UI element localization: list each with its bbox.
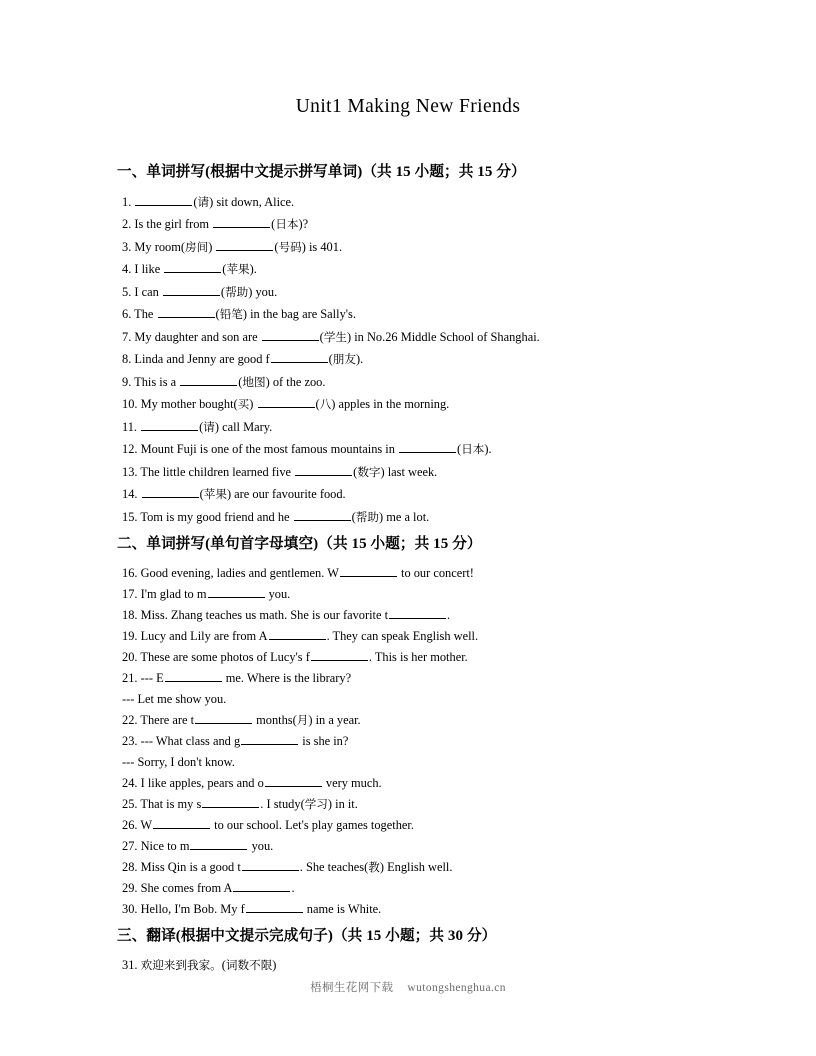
answer-blank[interactable] <box>190 839 247 850</box>
question-post-text: (苹果). <box>222 262 257 277</box>
question-number: 26. <box>122 818 141 832</box>
question-list-3 <box>117 955 697 976</box>
question-pre-text: Tom is my good friend and he <box>140 509 293 524</box>
chinese-heading-text: 小题；共 <box>370 535 430 553</box>
question-number: 13. <box>122 464 141 479</box>
question-number: 29. <box>122 881 141 895</box>
question-item <box>122 438 697 461</box>
chinese-hint: 苹果 <box>226 262 250 277</box>
question-item <box>122 303 697 326</box>
question-item <box>122 836 697 857</box>
question-number: 23. <box>122 734 141 748</box>
section-word-spelling-first-letter <box>117 535 697 920</box>
chinese-heading-text: （共 <box>318 535 348 553</box>
answer-blank[interactable] <box>164 262 221 273</box>
question-pre-text: Miss Qin is a good t <box>140 860 241 874</box>
question-pre-text: I can <box>134 284 162 299</box>
question-item <box>122 584 697 605</box>
question-number: 22. <box>122 713 141 727</box>
answer-blank[interactable] <box>246 902 303 913</box>
question-item <box>122 647 697 668</box>
question-post-text: . She teaches(教) English well. <box>299 860 453 874</box>
question-pre-text: --- Sorry, I don't know. <box>122 755 235 769</box>
question-number: 24. <box>122 776 141 790</box>
question-list-2 <box>117 563 697 920</box>
question-number: 12. <box>122 442 141 457</box>
question-pre-text: My room(房间) <box>134 239 216 254</box>
chinese-heading-text: 根据中文提示拼写单词 <box>210 163 358 180</box>
footer-watermark <box>0 979 816 995</box>
question-post-text: (数字) last week. <box>353 464 438 479</box>
chinese-hint: 买 <box>237 397 250 412</box>
chinese-hint: 请 <box>197 194 210 209</box>
question-post-text: months(月) in a year. <box>253 713 361 727</box>
question-pre-text: My mother bought(买) <box>140 397 257 412</box>
answer-blank[interactable] <box>262 330 319 341</box>
footer-site-name: 梧桐生花网下载 <box>310 980 394 994</box>
question-post-text: you. <box>248 839 274 853</box>
question-post-text: (帮助) me a lot. <box>351 509 430 524</box>
question-post-text: (号码) is 401. <box>274 239 343 254</box>
chinese-hint: 号码 <box>278 239 302 254</box>
question-number: 17. <box>122 587 141 601</box>
question-post-text: to our school. Let's play games together. <box>211 818 414 832</box>
question-post-text: (日本). <box>457 442 492 457</box>
question-number: 21. <box>122 671 141 685</box>
chinese-heading-text: （共 <box>362 163 392 180</box>
question-post-text: (苹果) are our favourite food. <box>199 487 346 502</box>
answer-blank[interactable] <box>295 465 352 476</box>
question-pre-text: These are some photos of Lucy's f <box>140 650 310 664</box>
question-item <box>122 393 697 416</box>
question-post-text: (铅笔) in the bag are Sally's. <box>215 307 356 322</box>
answer-blank[interactable] <box>269 629 326 640</box>
question-item <box>122 626 697 647</box>
question-item <box>122 857 697 878</box>
answer-line <box>122 689 697 710</box>
answer-blank[interactable] <box>216 240 273 251</box>
section-heading-3: 三、翻译(根据中文提示完成句子)（共 15 小题；共 30 分） <box>117 927 497 944</box>
question-item <box>122 258 697 281</box>
question-item <box>122 348 697 371</box>
question-item <box>122 605 697 626</box>
question-pre-text: Nice to m <box>140 839 190 853</box>
chinese-hint: 帮助 <box>355 509 379 524</box>
question-pre-text: Good evening, ladies and gentlemen. W <box>140 566 339 580</box>
answer-blank[interactable] <box>241 734 298 745</box>
question-item <box>122 483 697 506</box>
question-number: 6. <box>122 307 135 322</box>
question-pre-text: I like <box>134 262 164 277</box>
chinese-hint: 日本 <box>461 442 485 457</box>
question-item <box>122 773 697 794</box>
question-number: 20. <box>122 650 141 664</box>
answer-blank[interactable] <box>389 608 446 619</box>
chinese-heading-text: （共 <box>332 927 363 944</box>
chinese-hint: 教 <box>368 860 380 874</box>
question-number: 27. <box>122 839 141 853</box>
chinese-heading-text: 小题；共 <box>385 927 445 944</box>
question-item <box>122 461 697 484</box>
question-post-text: . I study(学习) in it. <box>260 797 358 811</box>
chinese-heading-text: 三、翻译 <box>117 927 176 944</box>
question-number: 8. <box>122 352 135 367</box>
question-item <box>122 668 697 689</box>
answer-blank[interactable] <box>271 352 328 363</box>
question-number: 31. <box>122 957 141 972</box>
question-post-text: to our concert! <box>397 566 474 580</box>
question-pre-text: This is a <box>134 374 180 389</box>
question-post-text: very much. <box>322 776 382 790</box>
question-pre-text: Linda and Jenny are good f <box>134 352 270 367</box>
question-post-text: (请) call Mary. <box>199 419 273 434</box>
chinese-heading-text: 分） <box>496 163 526 180</box>
question-pre-text: My daughter and son are <box>134 329 261 344</box>
question-item <box>122 506 697 529</box>
chinese-heading-text: 单句首字母填空 <box>210 535 314 553</box>
question-item <box>122 191 697 214</box>
answer-blank[interactable] <box>163 285 220 296</box>
answer-blank[interactable] <box>135 195 192 206</box>
question-item <box>122 371 697 394</box>
question-item <box>122 213 697 236</box>
question-number: 10. <box>122 397 141 412</box>
answer-blank[interactable] <box>265 776 322 787</box>
chinese-hint: 欢迎来到我家。 <box>140 957 222 972</box>
answer-blank[interactable] <box>399 442 456 453</box>
chinese-hint: 铅笔 <box>219 307 243 322</box>
question-item <box>122 710 697 731</box>
question-pre-text: --- What class and g <box>140 734 241 748</box>
question-pre-text: Hello, I'm Bob. My f <box>140 902 245 916</box>
question-pre-text: She comes from A <box>140 881 233 895</box>
question-pre-text: The <box>134 307 157 322</box>
question-pre-text: Mount Fuji is one of the most famous mountains in <box>140 442 399 457</box>
question-post-text: (朋友). <box>328 352 364 367</box>
question-post-text: (请) sit down, Alice. <box>193 194 295 209</box>
chinese-hint: 八 <box>319 397 332 412</box>
question-post-text: (帮助) you. <box>220 284 278 299</box>
chinese-heading-text: 二、单词拼写 <box>117 535 206 553</box>
chinese-hint: 学习 <box>304 797 328 811</box>
question-post-text: (八) apples in the morning. <box>315 397 450 412</box>
question-pre-text: I'm glad to m <box>140 587 207 601</box>
answer-blank[interactable] <box>208 587 265 598</box>
page-title: Unit1 Making New Friends <box>295 96 521 117</box>
question-number: 9. <box>122 374 135 389</box>
answer-blank[interactable] <box>153 818 210 829</box>
question-pre-text: Is the girl from <box>134 217 213 232</box>
chinese-hint: 日本 <box>275 217 299 232</box>
question-item <box>122 815 697 836</box>
question-post-text: . They can speak English well. <box>326 629 479 643</box>
question-number: 7. <box>122 329 135 344</box>
chinese-hint: 苹果 <box>203 487 227 502</box>
question-number: 30. <box>122 902 141 916</box>
question-item <box>122 236 697 259</box>
question-number: 25. <box>122 797 141 811</box>
question-pre-text: 欢迎来到我家。(词数不限) <box>140 957 277 972</box>
question-number: 16. <box>122 566 141 580</box>
answer-line <box>122 752 697 773</box>
question-post-text: name is White. <box>303 902 382 916</box>
chinese-heading-text: 小题；共 <box>414 163 474 180</box>
question-pre-text: --- Let me show you. <box>122 692 227 706</box>
question-item <box>122 416 697 439</box>
section-word-spelling-chinese-hint <box>117 163 697 528</box>
answer-blank[interactable] <box>202 797 259 808</box>
question-number: 18. <box>122 608 141 622</box>
section-translation <box>117 927 697 976</box>
chinese-hint: 月 <box>296 713 309 727</box>
question-item <box>122 281 697 304</box>
question-pre-text: --- E <box>140 671 164 685</box>
answer-blank[interactable] <box>141 420 198 431</box>
section-heading-1: 一、单词拼写(根据中文提示拼写单词)（共 15 小题；共 15 分） <box>117 163 526 180</box>
question-number: 15. <box>122 509 141 524</box>
answer-blank[interactable] <box>195 713 252 724</box>
question-pre-text: W <box>140 818 153 832</box>
chinese-hint: 帮助 <box>225 284 249 299</box>
question-pre-text: Lucy and Lily are from A <box>140 629 268 643</box>
question-number: 11. <box>122 419 141 434</box>
chinese-hint: 数字 <box>357 464 381 479</box>
chinese-heading-text: 分） <box>466 927 497 944</box>
question-post-text: is she in? <box>299 734 349 748</box>
question-post-text: . <box>447 608 451 622</box>
answer-blank[interactable] <box>213 217 270 228</box>
chinese-hint: 朋友 <box>332 352 356 367</box>
answer-blank[interactable] <box>340 566 397 577</box>
question-item <box>122 794 697 815</box>
answer-blank[interactable] <box>233 881 290 892</box>
question-item <box>122 878 697 899</box>
question-post-text: me. Where is the library? <box>222 671 352 685</box>
question-list-1 <box>117 191 697 529</box>
question-post-text: you. <box>265 587 291 601</box>
question-item <box>122 899 697 920</box>
answer-blank[interactable] <box>242 860 299 871</box>
answer-blank[interactable] <box>258 397 315 408</box>
question-number: 28. <box>122 860 141 874</box>
question-post-text: (学生) in No.26 Middle School of Shanghai. <box>319 329 540 344</box>
question-pre-text: Miss. Zhang teaches us math. She is our favorite t <box>140 608 389 622</box>
question-pre-text: I like apples, pears and o <box>140 776 264 790</box>
footer-site-url: wutongshenghua.cn <box>407 982 506 994</box>
question-item <box>122 955 697 976</box>
question-item <box>122 731 697 752</box>
question-number: 1. <box>122 194 135 209</box>
chinese-hint: 地图 <box>242 374 266 389</box>
chinese-heading-text: 一、单词拼写 <box>117 163 206 180</box>
question-number: 5. <box>122 284 135 299</box>
question-post-text: . <box>291 881 295 895</box>
question-post-text: (日本)? <box>271 217 309 232</box>
question-item <box>122 326 697 349</box>
question-pre-text: There are t <box>140 713 195 727</box>
question-pre-text: That is my s <box>140 797 202 811</box>
answer-blank[interactable] <box>294 510 351 521</box>
section-heading-2: 二、单词拼写(单句首字母填空)（共 15 小题；共 15 分） <box>117 535 482 553</box>
document-body <box>117 163 697 976</box>
chinese-hint: 学生 <box>323 329 348 344</box>
answer-blank[interactable] <box>158 307 215 318</box>
question-number: 19. <box>122 629 141 643</box>
question-item <box>122 563 697 584</box>
question-number: 2. <box>122 217 135 232</box>
chinese-hint: 词数不限 <box>225 957 273 972</box>
question-number: 3. <box>122 239 135 254</box>
chinese-heading-text: 分） <box>452 535 482 553</box>
question-post-text: . This is her mother. <box>368 650 468 664</box>
question-number: 4. <box>122 262 135 277</box>
chinese-hint: 房间 <box>184 239 209 254</box>
answer-blank[interactable] <box>165 671 222 682</box>
question-pre-text: The little children learned five <box>140 464 295 479</box>
answer-blank[interactable] <box>142 487 199 498</box>
answer-blank[interactable] <box>311 650 368 661</box>
chinese-hint: 请 <box>203 419 215 434</box>
question-number: 14. <box>122 487 141 502</box>
answer-blank[interactable] <box>180 375 237 386</box>
chinese-heading-text: 根据中文提示完成句子 <box>180 927 328 944</box>
question-post-text: (地图) of the zoo. <box>238 374 326 389</box>
